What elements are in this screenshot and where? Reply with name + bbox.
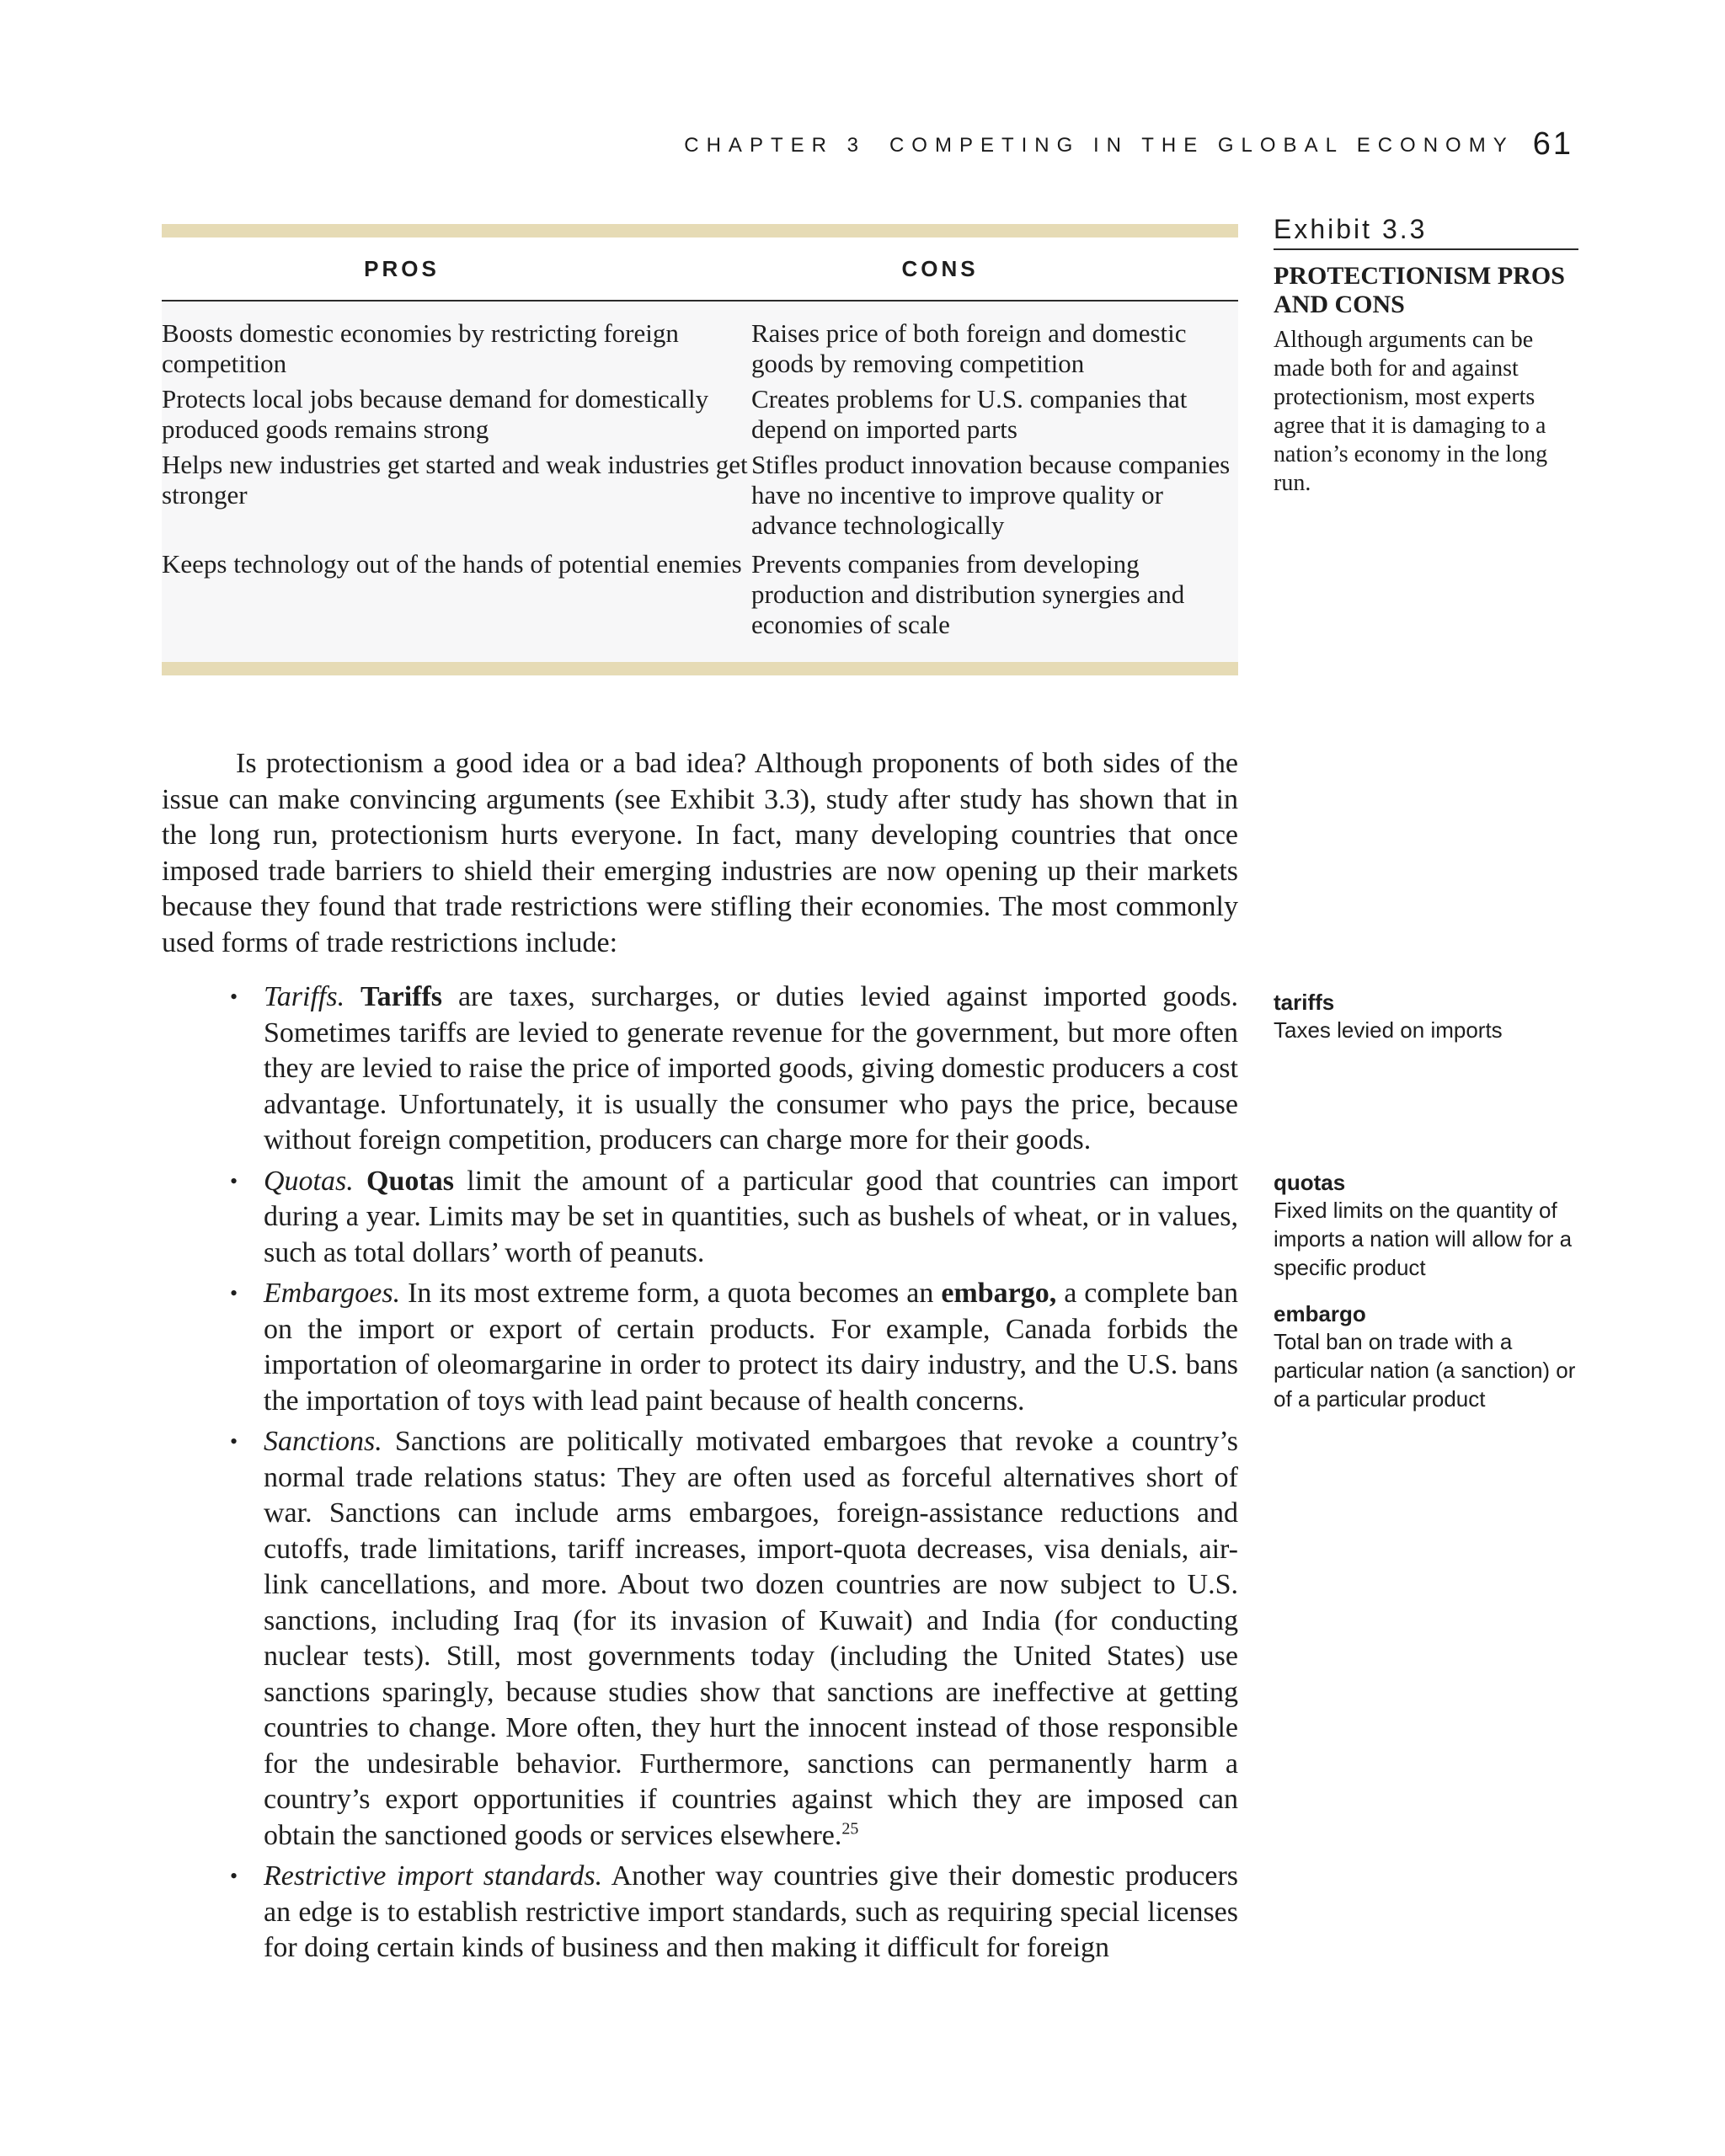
bullet-icon: • <box>230 1168 238 1193</box>
table-row <box>162 318 1238 379</box>
exhibit-description: Although arguments can be made both for and against protectionism, most experts agree that it is damaging to a nation’s economy in the long run. <box>1274 327 1548 496</box>
exhibit-table <box>162 224 1238 675</box>
exhibit-title: PROTECTIONISM PROS AND CONS <box>1274 262 1565 318</box>
list-item-tariffs <box>230 979 1239 1159</box>
item-label: Sanctions. <box>264 1426 382 1457</box>
glossary-definition: Fixed limits on the quantity of imports a nation will allow for a specific product <box>1274 1198 1573 1280</box>
con-cell: Creates problems for U.S. companies that depend on imported parts <box>751 384 1188 444</box>
restrictions-list <box>162 979 1238 1967</box>
glossary-term: quotas <box>1274 1170 1346 1195</box>
item-label: Quotas. <box>264 1165 354 1197</box>
bullet-icon: • <box>230 1864 238 1888</box>
table-row <box>162 384 1238 445</box>
glossary-embargo <box>1274 1300 1577 1413</box>
item-text: limit the amount of a particular good that countries can import during a year. Limits may be set in quantities, such as bushels of wheat, or in values, such as total dollars’ worth of peanuts. <box>264 1165 1239 1268</box>
table-header <box>162 237 1238 302</box>
bullet-icon: • <box>230 1281 238 1305</box>
glossary-tariffs <box>1274 989 1577 1044</box>
pro-cell: Boosts domestic economies by restricting foreign competition <box>162 318 679 378</box>
glossary-quotas <box>1274 1169 1577 1282</box>
item-text: a complete ban on the import or export of certain products. For example, Canada forbids the importation of oleomargarine in order to protect its dairy industry, and the U.S. bans the importation of toys with lead paint because of health concerns. <box>264 1278 1238 1417</box>
pro-cell: Helps new industries get started and weak industries get stronger <box>162 450 748 510</box>
exhibit-label: Exhibit 3.3 <box>1274 214 1578 250</box>
item-text: Another way countries give their domestic producers an edge is to establish restrictive import standards, such as requiring special licenses for doing certain kinds of business and then making it difficult for foreign <box>264 1860 1238 1963</box>
body-text <box>162 746 1238 1972</box>
con-cell: Prevents companies from developing production and distribution synergies and economies of scale <box>751 549 1185 639</box>
footnote-marker: 25 <box>841 1819 859 1838</box>
pros-header: PROS <box>364 255 440 281</box>
chapter-title: COMPETING IN THE GLOBAL ECONOMY <box>889 134 1514 157</box>
list-item-embargoes <box>230 1276 1238 1419</box>
item-text: Sanctions are politically motivated embargoes that revoke a country’s normal trade relations status: They are often used as forceful alternatives short of war. Sanctions can include arms embargoes, foreign-assistance reductions and cutoffs, trade limitations, tariff increases, import-quota decreases, visa denials, air-link cancellations, and more. About two dozen countries are now subject to U.S. sanctions, including Iraq (for its invasion of Kuwait) and India (for conducting nuclear tests). Still, most governments today (including the United States) use sanctions sparingly, because studies show that sanctions are ineffective at getting countries to change. More often, they hurt the innocent instead of those responsible for the undesirable behavior. Furthermore, sanctions can permanently harm a country’s export opportunities if countries against which they are imposed can obtain the sanctioned goods or services elsewhere. <box>264 1426 1238 1851</box>
item-text: are taxes, surcharges, or duties levied against imported goods. Sometimes tariffs are levied to generate revenue for the government, but more often they are levied to raise the price of imported goods, giving domestic producers a cost advantage. Unfortunately, it is usually the consumer who pays the price, because without foreign competition, producers can charge more for their goods. <box>264 981 1239 1155</box>
table-row <box>162 450 1238 541</box>
key-term: Tariffs <box>360 981 443 1012</box>
list-item-quotas <box>230 1164 1239 1272</box>
page-number: 61 <box>1532 126 1573 162</box>
con-cell: Stifles product innovation because companies have no incentive to improve quality or advance technologically <box>751 450 1231 540</box>
pro-cell: Protects local jobs because demand for domestically produced goods remains strong <box>162 384 709 444</box>
glossary-definition: Taxes levied on imports <box>1274 1017 1503 1043</box>
running-header <box>684 126 1573 163</box>
chapter-label: CHAPTER 3 <box>684 134 866 157</box>
glossary-term: embargo <box>1274 1301 1366 1326</box>
pro-cell: Keeps technology out of the hands of potential enemies <box>162 549 742 579</box>
table-top-bar <box>162 224 1238 237</box>
exhibit-caption <box>1274 214 1578 498</box>
item-pre-text: In its most extreme form, a quota becomes an <box>400 1278 942 1309</box>
list-item-standards <box>230 1859 1238 1967</box>
con-cell: Raises price of both foreign and domestic goods by removing competition <box>751 318 1187 378</box>
bullet-icon: • <box>230 985 238 1009</box>
intro-paragraph: Is protectionism a good idea or a bad idea? Although proponents of both sides of the issue can make convincing arguments (see Exhibit 3.3), study after study has shown that in the long run, protectionism hurts everyone. In fact, many developing countries that once imposed trade barriers to shield their emerging industries are now opening up their markets because they found that trade restrictions were stifling their economies. The most commonly used forms of trade restrictions include: <box>162 748 1238 958</box>
item-label: Tariffs. <box>264 981 345 1012</box>
key-term: embargo, <box>941 1278 1057 1309</box>
table-bottom-bar <box>162 662 1238 675</box>
glossary-definition: Total ban on trade with a particular nation (a sanction) or of a particular product <box>1274 1329 1576 1412</box>
glossary-term: tariffs <box>1274 990 1335 1015</box>
list-item-sanctions <box>230 1424 1238 1854</box>
table-body <box>162 302 1238 662</box>
table-row <box>162 549 1238 640</box>
cons-header: CONS <box>901 255 979 281</box>
item-label: Restrictive import standards. <box>264 1860 603 1892</box>
key-term: Quotas <box>366 1165 454 1197</box>
item-label: Embargoes. <box>264 1278 401 1309</box>
bullet-icon: • <box>230 1429 238 1454</box>
